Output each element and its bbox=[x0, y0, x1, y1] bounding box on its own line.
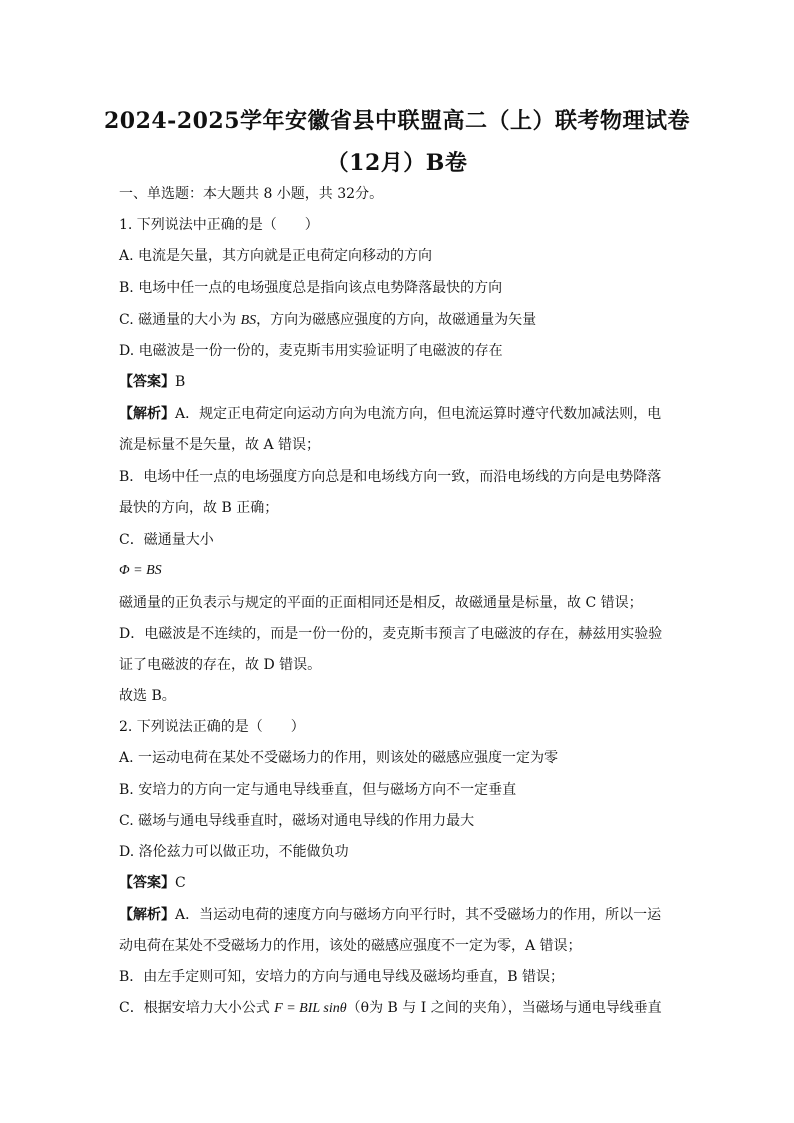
document-title-line2: （12月）B卷 bbox=[326, 150, 468, 176]
q2-answer bbox=[119, 873, 679, 893]
q2-option-a: A. 一运动电荷在某处不受磁场力的作用，则该处的磁感应强度一定为零 bbox=[119, 750, 559, 766]
q2-answer-value: C bbox=[175, 875, 186, 891]
document-title-line1: 2024-2025学年安徽省县中联盟高二（上）联考物理试卷 bbox=[103, 108, 691, 134]
q1-analysis-b2: 最快的方向，故 B 正确； bbox=[119, 500, 279, 516]
q2-analysis-c1 bbox=[119, 998, 679, 1019]
q1-analysis-b1: B．电场中任一点的电场强度方向总是和电场线方向一致，而沿电场线的方向是电势降落 bbox=[119, 469, 662, 485]
q2-analysis-c-formula: F = BIL sinθ bbox=[274, 1001, 347, 1016]
q1-option-c-pre: C. 磁通量的大小为 bbox=[119, 312, 241, 328]
q1-answer-value: B bbox=[175, 374, 186, 390]
q2-stem: 2. 下列说法正确的是（ ） bbox=[119, 719, 305, 735]
q2-analysis-a2: 动电荷在某处不受磁场力的作用，该处的磁感应强度不一定为零，A 错误； bbox=[119, 938, 582, 954]
q1-option-a: A. 电流是矢量，其方向就是正电荷定向移动的方向 bbox=[119, 248, 433, 264]
q2-analysis-a1 bbox=[119, 905, 679, 925]
q1-stem: 1. 下列说法中正确的是（ ） bbox=[119, 217, 319, 233]
q1-option-c-math: BS bbox=[240, 313, 257, 328]
q1-analysis-a2: 流是标量不是矢量，故 A 错误； bbox=[119, 437, 321, 453]
q2-analysis-c-pre: C．根据安培力大小公式 bbox=[119, 1000, 275, 1016]
q1-analysis-c1: C．磁通量大小 bbox=[119, 532, 214, 548]
q2-option-b: B. 安培力的方向一定与通电导线垂直，但与磁场方向不一定垂直 bbox=[119, 782, 517, 798]
q2-analysis-c-mid: （θ为 B 与 I 之间的夹角），当磁场与通电导线垂直 bbox=[346, 1000, 662, 1016]
q1-analysis-a1-text: A．规定正电荷定向运动方向为电流方向，但电流运算时遵守代数加减法则，电 bbox=[175, 406, 662, 422]
q1-analysis-c2: 磁通量的正负表示与规定的平面的正面相同还是相反，故磁通量是标量，故 C 错误； bbox=[119, 595, 643, 611]
q1-analysis-a1 bbox=[119, 404, 679, 424]
q1-answer-tag: 【答案】 bbox=[119, 374, 175, 390]
section-header: 一、单选题：本大题共 8 小题，共 32分。 bbox=[119, 186, 384, 202]
q1-answer bbox=[119, 372, 679, 392]
q2-answer-tag: 【答案】 bbox=[119, 875, 175, 891]
q2-analysis-a1-text: A．当运动电荷的速度方向与磁场方向平行时，其不受磁场力的作用，所以一运 bbox=[175, 907, 662, 923]
q1-option-b: B. 电场中任一点的电场强度总是指向该点电势降落最快的方向 bbox=[119, 280, 503, 296]
q1-conclusion: 故选 B。 bbox=[119, 688, 176, 704]
q1-option-c-post: ，方向为磁感应强度的方向，故磁通量为矢量 bbox=[256, 312, 537, 328]
q1-formula: Φ = BS bbox=[119, 563, 162, 578]
q1-analysis-tag: 【解析】 bbox=[119, 406, 175, 422]
q2-option-d: D. 洛伦兹力可以做正功，不能做负功 bbox=[119, 844, 349, 860]
q1-option-d: D. 电磁波是一份一份的，麦克斯韦用实验证明了电磁波的存在 bbox=[119, 343, 503, 359]
q1-analysis-d2: 证了电磁波的存在，故 D 错误。 bbox=[119, 657, 322, 673]
q1-option-c bbox=[119, 310, 679, 331]
q2-analysis-b1: B．由左手定则可知，安培力的方向与通电导线及磁场均垂直，B 错误； bbox=[119, 969, 565, 985]
q2-option-c: C. 磁场与通电导线垂直时，磁场对通电导线的作用力最大 bbox=[119, 813, 475, 829]
q2-analysis-tag: 【解析】 bbox=[119, 907, 175, 923]
q1-analysis-d1: D．电磁波是不连续的，而是一份一份的，麦克斯韦预言了电磁波的存在，赫兹用实验验 bbox=[119, 626, 663, 642]
